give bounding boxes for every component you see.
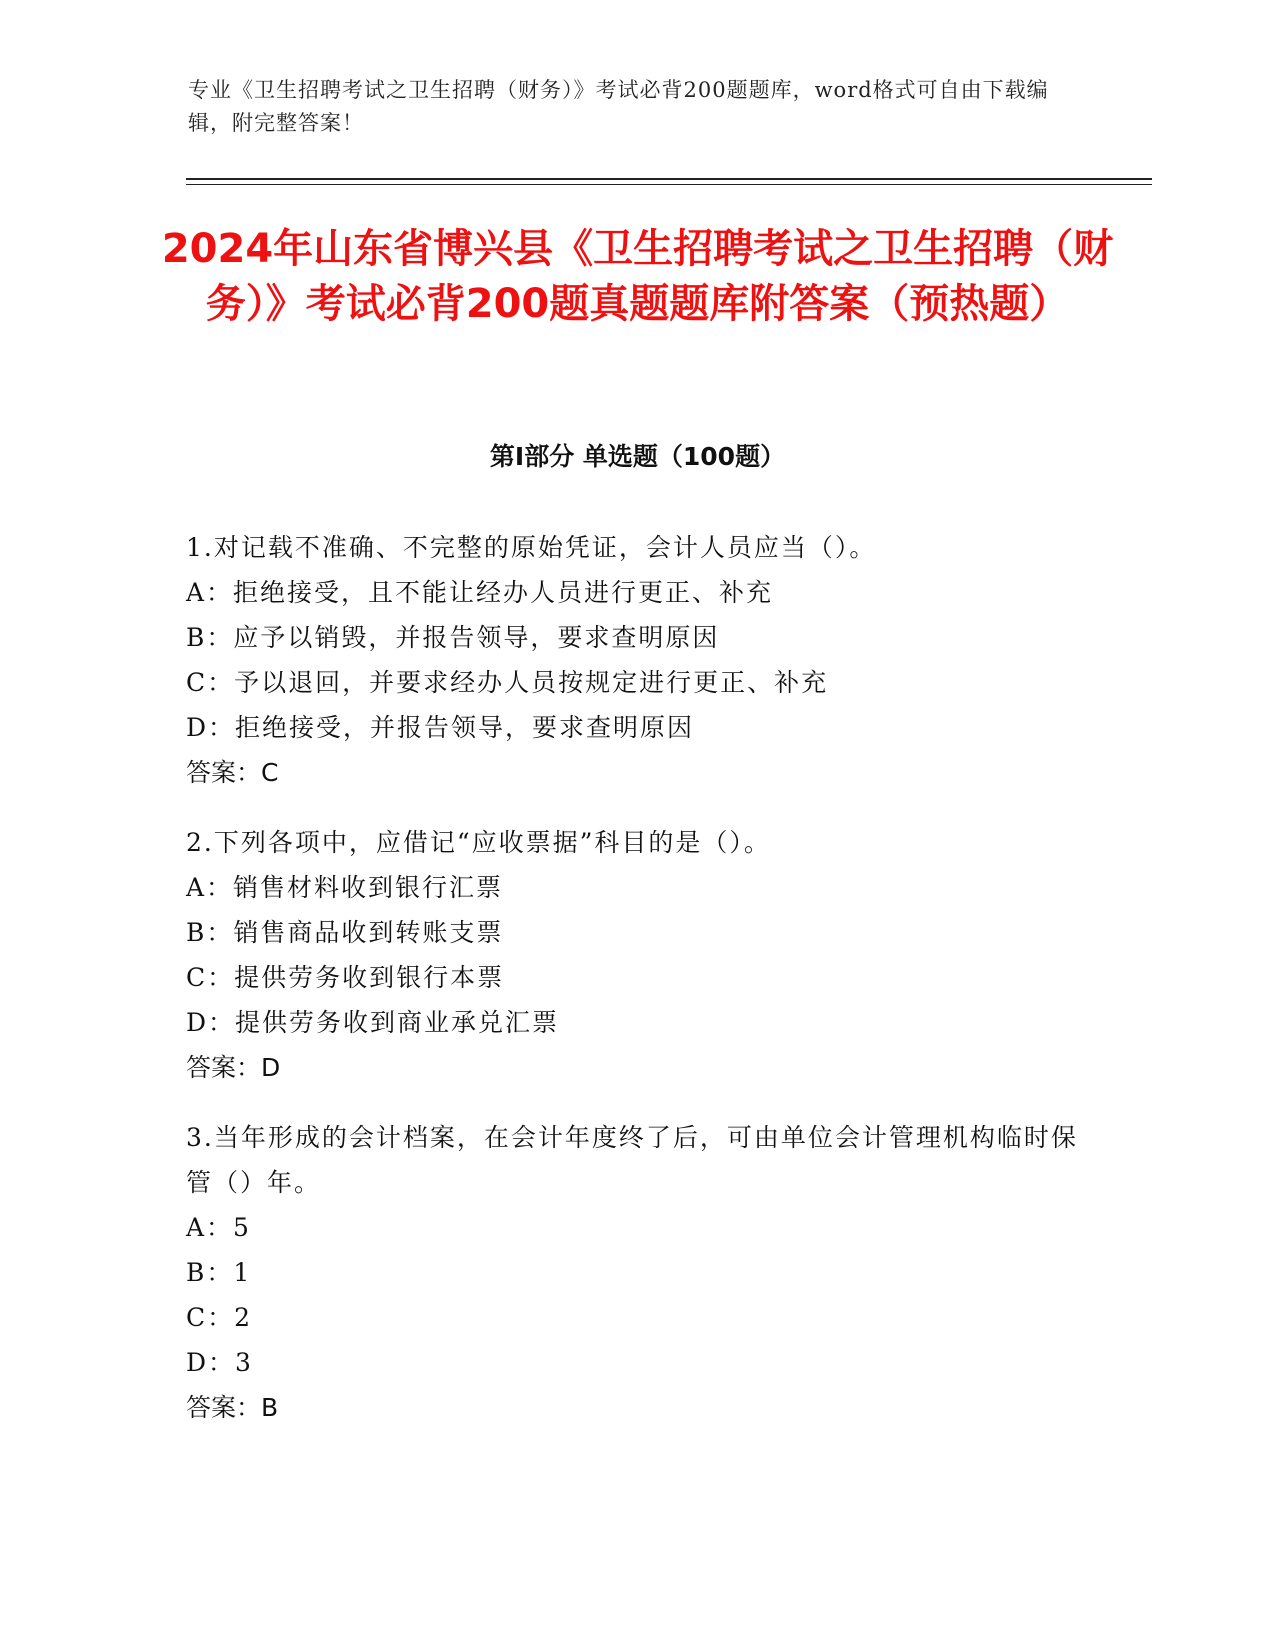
question-stem: 3.当年形成的会计档案，在会计年度终了后，可由单位会计管理机构临时保管（）年。 xyxy=(186,1123,1078,1197)
question-2 xyxy=(186,820,1086,1090)
question-stem: 2.下列各项中，应借记“应收票据”科目的是（）。 xyxy=(186,828,771,857)
option-b: B：应予以销毁，并报告领导，要求查明原因 xyxy=(186,623,720,652)
option-a: A：5 xyxy=(186,1213,251,1242)
option-c: C：予以退回，并要求经办人员按规定进行更正、补充 xyxy=(186,668,829,697)
option-b: B：销售商品收到转账支票 xyxy=(186,918,504,947)
question-3 xyxy=(186,1115,1086,1430)
option-a: A：销售材料收到银行汇票 xyxy=(186,873,504,902)
option-c: C：提供劳务收到银行本票 xyxy=(186,963,505,992)
option-a: A：拒绝接受，且不能让经办人员进行更正、补充 xyxy=(186,578,774,607)
question-list xyxy=(186,525,1086,1455)
answer: 答案：C xyxy=(186,758,279,787)
answer: 答案：D xyxy=(186,1053,281,1082)
option-c: C：2 xyxy=(186,1303,253,1332)
question-1 xyxy=(186,525,1086,795)
option-d: D：3 xyxy=(186,1348,253,1377)
document-title: 2024年山东省博兴县《卫生招聘考试之卫生招聘（财务）》考试必背200题真题题库附答案（预热题） xyxy=(161,226,1114,327)
answer: 答案：B xyxy=(186,1393,279,1422)
question-stem: 1.对记载不准确、不完整的原始凭证，会计人员应当（）。 xyxy=(186,533,877,562)
section-title: 第Ⅰ部分 单选题（100题） xyxy=(489,442,786,471)
option-d: D：拒绝接受，并报告领导，要求查明原因 xyxy=(186,713,695,742)
header-divider-thin xyxy=(186,184,1152,185)
option-b: B：1 xyxy=(186,1258,252,1287)
header-divider-thick xyxy=(186,178,1152,180)
header-note: 专业《卫生招聘考试之卫生招聘（财务）》考试必背200题题库，word格式可自由下载编辑，附完整答案！ xyxy=(188,78,1049,135)
option-d: D：提供劳务收到商业承兑汇票 xyxy=(186,1008,560,1037)
